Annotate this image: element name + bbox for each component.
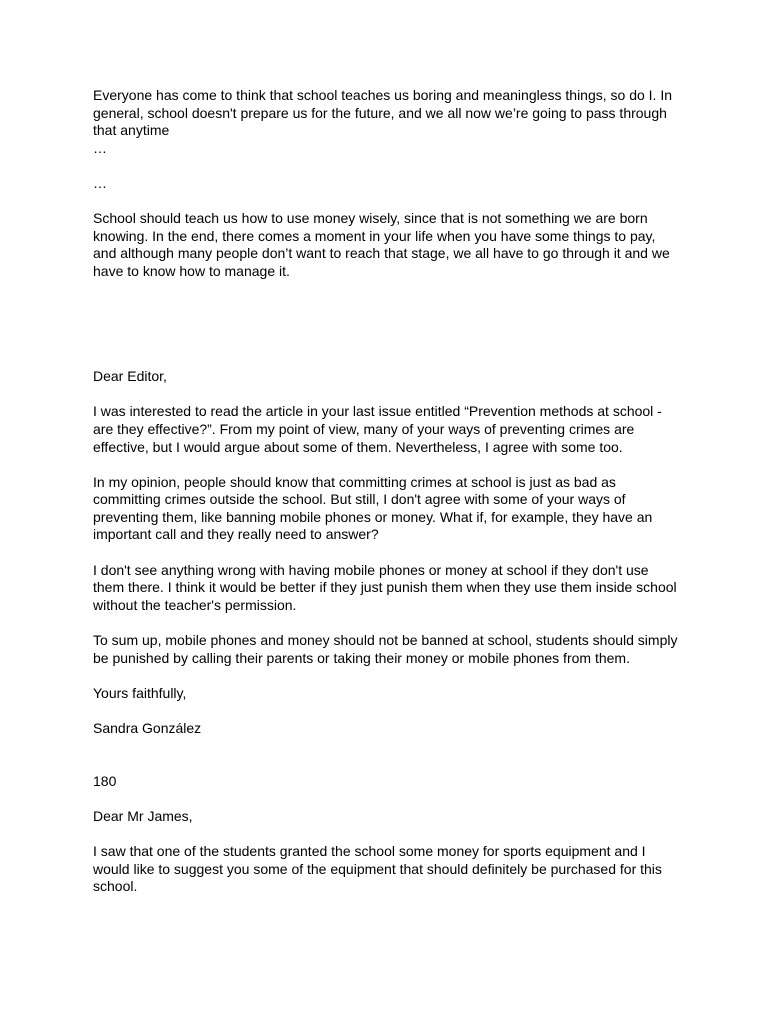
spacer [93,193,678,211]
spacer [93,738,678,773]
letter-salutation: Dear Editor, [93,368,167,385]
essay-intro-paragraph: Everyone has come to think that school teaches us boring and meaningless things, so do I. In general, school doesn't prepare us for the future, and we all now we’re going to pass through that anytime [93,87,673,139]
ellipsis-line: … [93,174,107,191]
letter-closing: Yours faithfully, [93,684,187,701]
spacer [93,351,678,369]
letter-paragraph: I don't see anything wrong with having mobile phones or money at school if they don't use them there. I think it would be better if they just punish them when they use them inside school without the teacher's permission. [93,561,677,613]
letter-salutation: Dear Mr James, [93,807,193,824]
letter-signature: Sandra González [93,720,202,736]
spacer [93,544,678,562]
spacer [93,614,678,632]
spacer [93,790,678,808]
document-page [93,87,678,896]
spacer [93,157,678,175]
letter-paragraph: In my opinion, people should know that committing crimes at school is just as bad as committing crimes outside the school. But still, I don't agree with some of your ways of preventing them, like banning mobile phones or money. What if, for example, they have an important call and they really need to answer? [93,473,653,543]
spacer [93,386,678,404]
word-count: 180 [93,772,117,789]
spacer [93,702,678,720]
letter-paragraph: I was interested to read the article in your last issue entitled “Prevention methods at school - are they effective?”. From my point of view, many of your ways of preventing crimes are effective, but I would argue about some of them. Nevertheless, I agree with some too. [93,403,662,455]
letter-paragraph: I saw that one of the students granted the school some money for sports equipment and I would like to suggest you some of the equipment that should definitely be purchased for this school. [93,842,662,895]
essay-money-paragraph: School should teach us how to use money wisely, since that is not something we are born knowing. In the end, there comes a moment in your life when you have some things to pay, and although many people don’t want to reach that stage, we all have to go through it and we have to know how to manage it. [93,210,670,279]
spacer [93,456,678,474]
spacer [93,825,678,843]
ellipsis-line: … [93,139,107,156]
letter-paragraph: To sum up, mobile phones and money should not be banned at school, students should simply be punished by calling their parents or taking their money or mobile phones from them. [93,632,678,666]
spacer [93,281,678,351]
spacer [93,667,678,685]
